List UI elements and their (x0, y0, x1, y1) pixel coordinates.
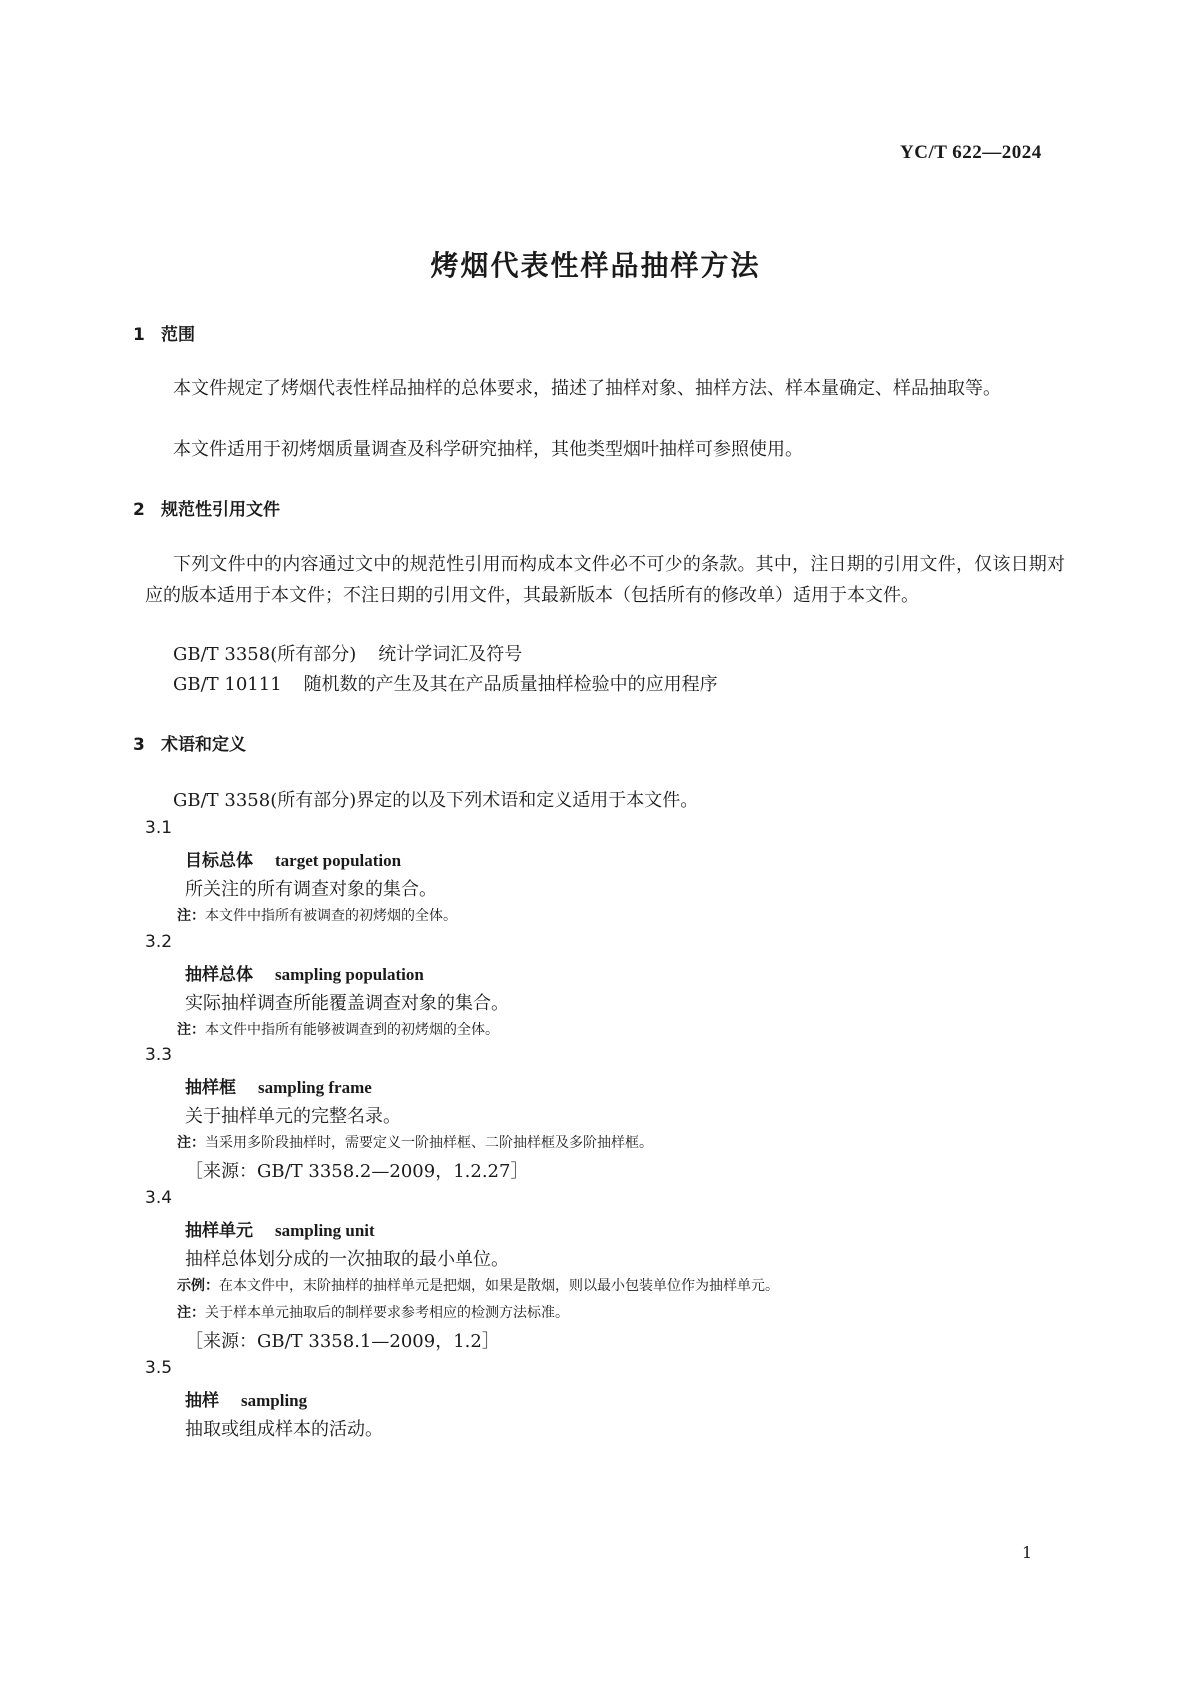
paragraph: 下列文件中的内容通过文中的规范性引用而构成本文件必不可少的条款。其中，注日期的引用文件，仅该日期对应的版本适用于本文件；不注日期的引用文件，其最新版本（包括所有的修改单）适用于本文件。 (145, 554, 1065, 606)
note-text: 当采用多阶段抽样时，需要定义一阶抽样框、二阶抽样框及多阶抽样框。 (205, 1135, 653, 1151)
term-note (177, 1019, 499, 1039)
note-text: 关于样本单元抽取后的制样要求参考相应的检测方法标准。 (205, 1305, 569, 1321)
section-title: 规范性引用文件 (161, 500, 280, 520)
term-definition: 关于抽样单元的完整名录。 (185, 1106, 401, 1127)
term-number: 3.3 (145, 1045, 173, 1065)
reference-title: 随机数的产生及其在产品质量抽样检验中的应用程序 (303, 674, 718, 695)
term-en: target population (275, 851, 402, 870)
term-en: sampling (241, 1391, 308, 1410)
term-en: sampling population (275, 965, 424, 984)
example-label: 示例： (177, 1278, 219, 1294)
note-label: 注： (177, 1022, 205, 1038)
note-text: 本文件中指所有被调查的初烤烟的全体。 (205, 908, 457, 924)
section-title: 范围 (161, 325, 195, 345)
term-note (177, 905, 457, 925)
example-text: 在本文件中，末阶抽样的抽样单元是把烟，如果是散烟，则以最小包装单位作为抽样单元。 (219, 1278, 779, 1294)
term-source: ［来源：GB/T 3358.1—2009，1.2］ (185, 1331, 500, 1352)
term-definition: 实际抽样调查所能覆盖调查对象的集合。 (185, 993, 509, 1014)
term-zh: 抽样框 (185, 1078, 236, 1098)
section-number: 2 (133, 500, 145, 520)
section-2-heading (133, 495, 280, 520)
reference-code: GB/T 10111 (173, 674, 282, 695)
term-definition: 抽样总体划分成的一次抽取的最小单位。 (185, 1249, 509, 1270)
term-number: 3.4 (145, 1188, 173, 1208)
paragraph: 本文件规定了烤烟代表性样品抽样的总体要求，描述了抽样对象、抽样方法、样本量确定、样品抽取等。 (173, 378, 1001, 399)
reference-item (173, 670, 718, 696)
section-number: 1 (133, 325, 145, 345)
note-label: 注： (177, 1305, 205, 1321)
term-heading (185, 1386, 307, 1411)
term-number: 3.2 (145, 932, 173, 952)
term-note (177, 1132, 653, 1152)
note-label: 注： (177, 908, 205, 924)
term-zh: 抽样总体 (185, 965, 253, 985)
term-zh: 目标总体 (185, 851, 253, 871)
term-example (177, 1275, 779, 1295)
page-number: 1 (1022, 1543, 1033, 1562)
reference-code: GB/T 3358(所有部分) (173, 644, 357, 665)
term-number: 3.1 (145, 818, 173, 838)
term-number: 3.5 (145, 1358, 173, 1378)
term-source: ［来源：GB/T 3358.2—2009，1.2.27］ (185, 1161, 529, 1182)
paragraph: GB/T 3358(所有部分)界定的以及下列术语和定义适用于本文件。 (173, 790, 699, 811)
section-title: 术语和定义 (161, 735, 246, 755)
term-zh: 抽样 (185, 1391, 219, 1411)
term-heading (185, 1216, 375, 1241)
term-note (177, 1302, 569, 1322)
standard-code: YC/T 622—2024 (900, 142, 1042, 163)
document-title: 烤烟代表性样品抽样方法 (430, 249, 761, 282)
term-en: sampling unit (275, 1221, 375, 1240)
term-zh: 抽样单元 (185, 1221, 253, 1241)
term-heading (185, 960, 424, 985)
reference-item (173, 640, 522, 666)
note-text: 本文件中指所有能够被调查到的初烤烟的全体。 (205, 1022, 499, 1038)
term-heading (185, 846, 401, 871)
term-definition: 所关注的所有调查对象的集合。 (185, 879, 437, 900)
paragraph: 本文件适用于初烤烟质量调查及科学研究抽样，其他类型烟叶抽样可参照使用。 (173, 439, 803, 460)
section-number: 3 (133, 735, 145, 755)
term-en: sampling frame (258, 1078, 372, 1097)
reference-title: 统计学词汇及符号 (378, 644, 523, 665)
term-definition: 抽取或组成样本的活动。 (185, 1419, 383, 1440)
note-label: 注： (177, 1135, 205, 1151)
term-heading (185, 1073, 372, 1098)
section-3-heading (133, 730, 246, 755)
section-1-heading (133, 320, 195, 345)
